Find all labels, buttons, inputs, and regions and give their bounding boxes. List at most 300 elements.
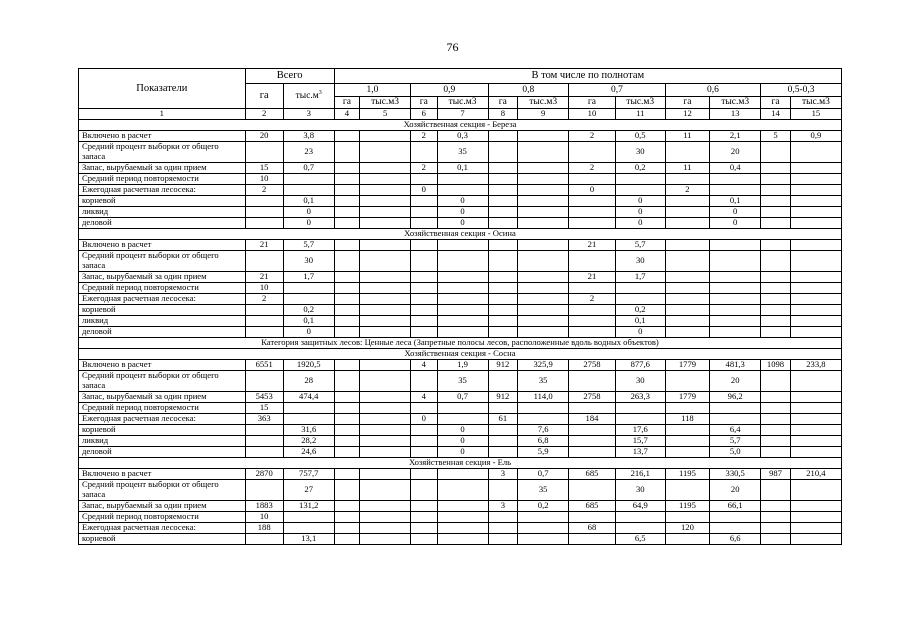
col-unit-km3: тыс.м3	[790, 97, 841, 109]
cell: 912	[488, 392, 518, 403]
cell	[518, 327, 569, 338]
cell: 1883	[245, 501, 283, 512]
section-row	[79, 349, 842, 360]
cell	[790, 185, 841, 196]
cell	[360, 174, 411, 185]
row-label: Включено в расчет	[79, 360, 246, 371]
cell	[790, 196, 841, 207]
table-row	[79, 131, 842, 142]
cell: 474,4	[283, 392, 334, 403]
cell	[665, 283, 710, 294]
cell	[615, 185, 665, 196]
cell: 131,2	[283, 501, 334, 512]
cell	[569, 251, 616, 272]
cell	[437, 240, 488, 251]
cell: 0,2	[615, 305, 665, 316]
cell	[790, 142, 841, 163]
table-row	[79, 174, 842, 185]
section-row	[79, 458, 842, 469]
cell	[334, 142, 359, 163]
cell	[411, 142, 438, 163]
cell	[488, 534, 518, 545]
cell: 61	[488, 414, 518, 425]
cell	[488, 425, 518, 436]
cell: 877,6	[615, 360, 665, 371]
cell	[615, 283, 665, 294]
cell: 1195	[665, 501, 710, 512]
cell: 35	[518, 371, 569, 392]
cell	[334, 501, 359, 512]
col-number: 6	[411, 109, 438, 120]
cell	[334, 316, 359, 327]
cell	[518, 218, 569, 229]
col-unit-ha: га	[761, 97, 791, 109]
cell	[334, 207, 359, 218]
cell: 987	[761, 469, 791, 480]
cell: 0,9	[790, 131, 841, 142]
allowable-cut-table	[78, 68, 842, 545]
cell	[488, 403, 518, 414]
cell: 96,2	[710, 392, 761, 403]
cell	[518, 163, 569, 174]
cell	[360, 512, 411, 523]
col-density-4: 0,6	[665, 84, 760, 97]
cell	[518, 283, 569, 294]
cell	[790, 283, 841, 294]
cell	[360, 142, 411, 163]
col-number: 14	[761, 109, 791, 120]
cell	[790, 414, 841, 425]
cell	[790, 447, 841, 458]
cell: 0,3	[437, 131, 488, 142]
cell	[710, 403, 761, 414]
cell	[360, 163, 411, 174]
cell	[437, 185, 488, 196]
cell	[245, 327, 283, 338]
cell	[360, 392, 411, 403]
cell: 0	[437, 425, 488, 436]
cell	[569, 283, 616, 294]
table-row	[79, 196, 842, 207]
cell	[411, 251, 438, 272]
cell	[411, 480, 438, 501]
cell	[334, 163, 359, 174]
section-row	[79, 229, 842, 240]
cell	[360, 305, 411, 316]
cell	[360, 403, 411, 414]
cell	[360, 196, 411, 207]
cell	[790, 218, 841, 229]
col-number: 9	[518, 109, 569, 120]
row-label: ликвид	[79, 316, 246, 327]
cell	[360, 207, 411, 218]
cell	[665, 251, 710, 272]
cell: 0	[283, 327, 334, 338]
cell	[710, 305, 761, 316]
cell	[518, 196, 569, 207]
cell	[518, 305, 569, 316]
cell	[437, 294, 488, 305]
cell	[360, 371, 411, 392]
cell: 0	[283, 218, 334, 229]
col-unit-km3: тыс.м3	[710, 97, 761, 109]
cell: 30	[615, 480, 665, 501]
cell: 233,8	[790, 360, 841, 371]
cell: 15	[245, 163, 283, 174]
cell	[488, 163, 518, 174]
col-unit-ha: га	[488, 97, 518, 109]
cell	[245, 534, 283, 545]
cell	[360, 414, 411, 425]
col-incl-density: В том числе по полнотам	[334, 69, 841, 84]
cell	[518, 403, 569, 414]
cell	[710, 414, 761, 425]
cell	[790, 501, 841, 512]
cell	[437, 174, 488, 185]
cell	[518, 142, 569, 163]
table-row	[79, 272, 842, 283]
cell	[665, 142, 710, 163]
col-number: 4	[334, 109, 359, 120]
cell	[761, 512, 791, 523]
cell	[761, 218, 791, 229]
cell	[665, 425, 710, 436]
table-row	[79, 480, 842, 501]
cell: 0	[411, 414, 438, 425]
row-label: Средний процент выборки от общего запаса	[79, 480, 246, 501]
cell: 3	[488, 501, 518, 512]
cell: 2	[411, 131, 438, 142]
cell: 27	[283, 480, 334, 501]
cell	[437, 523, 488, 534]
col-unit-ha: га	[665, 97, 710, 109]
cell	[710, 523, 761, 534]
cell	[790, 480, 841, 501]
section-title: Хозяйственная секция - Сосна	[79, 349, 842, 360]
cell: 10	[245, 512, 283, 523]
cell	[518, 512, 569, 523]
cell	[665, 436, 710, 447]
cell	[569, 174, 616, 185]
col-unit-ha: га	[569, 97, 616, 109]
cell	[488, 436, 518, 447]
cell	[710, 294, 761, 305]
cell	[488, 480, 518, 501]
cell: 17,6	[615, 425, 665, 436]
cell	[360, 240, 411, 251]
cell	[518, 294, 569, 305]
cell	[360, 327, 411, 338]
cell: 0	[615, 218, 665, 229]
cell: 20	[710, 142, 761, 163]
cell	[245, 305, 283, 316]
col-density-1: 0,9	[411, 84, 488, 97]
cell: 23	[283, 142, 334, 163]
table-row	[79, 218, 842, 229]
cell: 15	[245, 403, 283, 414]
cell: 66,1	[710, 501, 761, 512]
cell	[488, 251, 518, 272]
cell: 2	[245, 294, 283, 305]
cell	[245, 218, 283, 229]
cell: 2	[569, 294, 616, 305]
cell	[710, 240, 761, 251]
cell: 0,2	[615, 163, 665, 174]
cell	[488, 142, 518, 163]
cell	[790, 534, 841, 545]
cell: 3	[488, 469, 518, 480]
cell	[437, 403, 488, 414]
cell: 0,7	[518, 469, 569, 480]
cell: 210,4	[790, 469, 841, 480]
cell	[569, 447, 616, 458]
cell: 0	[437, 207, 488, 218]
cell: 0,1	[283, 196, 334, 207]
table-row	[79, 447, 842, 458]
col-number: 3	[283, 109, 334, 120]
cell	[411, 425, 438, 436]
cell	[334, 185, 359, 196]
cell: 0,1	[283, 316, 334, 327]
cell	[790, 305, 841, 316]
cell: 1779	[665, 360, 710, 371]
row-label: Ежегодная расчетная лесосека:	[79, 185, 246, 196]
cell	[790, 272, 841, 283]
cell: 4	[411, 360, 438, 371]
cell	[761, 327, 791, 338]
row-label: корневой	[79, 534, 246, 545]
cell	[518, 534, 569, 545]
col-indicators: Показатели	[79, 69, 246, 109]
row-label: Включено в расчет	[79, 131, 246, 142]
cell	[245, 447, 283, 458]
cell	[790, 425, 841, 436]
cell	[790, 207, 841, 218]
cell	[411, 305, 438, 316]
cell	[790, 371, 841, 392]
cell	[710, 512, 761, 523]
cell	[334, 480, 359, 501]
cell	[790, 251, 841, 272]
cell	[569, 142, 616, 163]
cell	[411, 447, 438, 458]
cell	[665, 294, 710, 305]
cell	[334, 512, 359, 523]
cell	[761, 523, 791, 534]
col-total-km3: $тыс.м^3$	[283, 84, 334, 109]
cell	[360, 469, 411, 480]
cell	[665, 480, 710, 501]
cell: 0	[437, 196, 488, 207]
table-row	[79, 251, 842, 272]
cell	[569, 218, 616, 229]
col-number: 2	[245, 109, 283, 120]
cell	[334, 392, 359, 403]
cell	[334, 436, 359, 447]
cell: 68	[569, 523, 616, 534]
cell	[411, 283, 438, 294]
cell	[360, 294, 411, 305]
cell: 11	[665, 131, 710, 142]
cell	[790, 512, 841, 523]
table-row	[79, 403, 842, 414]
cell	[518, 185, 569, 196]
section-title: Категория защитных лесов: Ценные леса (Запретные полосы лесов, расположенные вдоль водных объектов)	[79, 338, 842, 349]
cell: 481,3	[710, 360, 761, 371]
cell	[665, 218, 710, 229]
table-row	[79, 316, 842, 327]
cell	[615, 523, 665, 534]
cell	[761, 174, 791, 185]
cell	[437, 414, 488, 425]
cell	[761, 185, 791, 196]
cell	[569, 327, 616, 338]
cell: 757,7	[283, 469, 334, 480]
cell	[761, 480, 791, 501]
cell	[569, 512, 616, 523]
cell	[761, 251, 791, 272]
row-label: Средний процент выборки от общего запаса	[79, 251, 246, 272]
cell	[245, 207, 283, 218]
cell	[665, 316, 710, 327]
table-row	[79, 163, 842, 174]
cell: 64,9	[615, 501, 665, 512]
col-number: 13	[710, 109, 761, 120]
cell	[411, 294, 438, 305]
row-label: Запас, вырубаемый за один прием	[79, 392, 246, 403]
cell	[665, 272, 710, 283]
cell	[334, 534, 359, 545]
col-unit-km3: тыс.м3	[360, 97, 411, 109]
cell	[360, 272, 411, 283]
cell: 0	[283, 207, 334, 218]
cell: 1,7	[615, 272, 665, 283]
cell	[488, 131, 518, 142]
row-label: деловой	[79, 447, 246, 458]
cell	[360, 316, 411, 327]
row-label: Ежегодная расчетная лесосека:	[79, 414, 246, 425]
cell: 188	[245, 523, 283, 534]
cell	[360, 523, 411, 534]
cell	[518, 523, 569, 534]
cell	[518, 316, 569, 327]
cell	[283, 403, 334, 414]
cell	[569, 480, 616, 501]
table-row	[79, 469, 842, 480]
cell	[761, 436, 791, 447]
cell	[411, 207, 438, 218]
cell	[334, 294, 359, 305]
cell	[360, 425, 411, 436]
row-label: Запас, вырубаемый за один прием	[79, 501, 246, 512]
cell	[790, 327, 841, 338]
col-number: 7	[437, 109, 488, 120]
cell: 10	[245, 174, 283, 185]
cell	[665, 534, 710, 545]
cell	[761, 414, 791, 425]
cell	[518, 131, 569, 142]
cell	[411, 218, 438, 229]
cell	[790, 392, 841, 403]
cell	[761, 163, 791, 174]
cell	[411, 403, 438, 414]
cell: 0,1	[437, 163, 488, 174]
col-number: 8	[488, 109, 518, 120]
cell	[665, 371, 710, 392]
cell	[334, 425, 359, 436]
cell	[569, 425, 616, 436]
table-row	[79, 523, 842, 534]
cell	[411, 469, 438, 480]
cell: 31,6	[283, 425, 334, 436]
table-row	[79, 501, 842, 512]
cell: 28,2	[283, 436, 334, 447]
cell	[283, 523, 334, 534]
cell	[245, 196, 283, 207]
cell	[245, 251, 283, 272]
cell	[710, 251, 761, 272]
cell	[437, 305, 488, 316]
row-label: ликвид	[79, 207, 246, 218]
cell: 1,7	[283, 272, 334, 283]
cell: 5,7	[710, 436, 761, 447]
cell	[411, 272, 438, 283]
cell	[488, 447, 518, 458]
row-label: Средний период повторяемости	[79, 283, 246, 294]
cell	[360, 447, 411, 458]
cell	[437, 534, 488, 545]
row-label: Включено в расчет	[79, 240, 246, 251]
cell	[488, 185, 518, 196]
row-label: ликвид	[79, 436, 246, 447]
cell: 0	[710, 218, 761, 229]
cell: 30	[615, 142, 665, 163]
cell	[488, 305, 518, 316]
cell	[488, 207, 518, 218]
cell: 21	[569, 240, 616, 251]
cell: 24,6	[283, 447, 334, 458]
cell	[761, 142, 791, 163]
cell	[437, 283, 488, 294]
cell	[569, 196, 616, 207]
cell	[665, 327, 710, 338]
table-row	[79, 512, 842, 523]
cell	[334, 371, 359, 392]
table-row	[79, 436, 842, 447]
col-number: 10	[569, 109, 616, 120]
cell: 6,5	[615, 534, 665, 545]
cell: 2758	[569, 360, 616, 371]
table-row	[79, 142, 842, 163]
cell	[283, 294, 334, 305]
cell	[665, 174, 710, 185]
row-label: Запас, вырубаемый за один прием	[79, 163, 246, 174]
cell: 0,1	[710, 196, 761, 207]
cell	[518, 272, 569, 283]
cell: 2870	[245, 469, 283, 480]
cell: 216,1	[615, 469, 665, 480]
cell	[790, 163, 841, 174]
cell: 1779	[665, 392, 710, 403]
cell: 6,8	[518, 436, 569, 447]
cell	[710, 283, 761, 294]
col-number: 11	[615, 109, 665, 120]
cell: 4	[411, 392, 438, 403]
table-row	[79, 207, 842, 218]
cell	[518, 174, 569, 185]
cell: 0,2	[283, 305, 334, 316]
cell	[411, 501, 438, 512]
